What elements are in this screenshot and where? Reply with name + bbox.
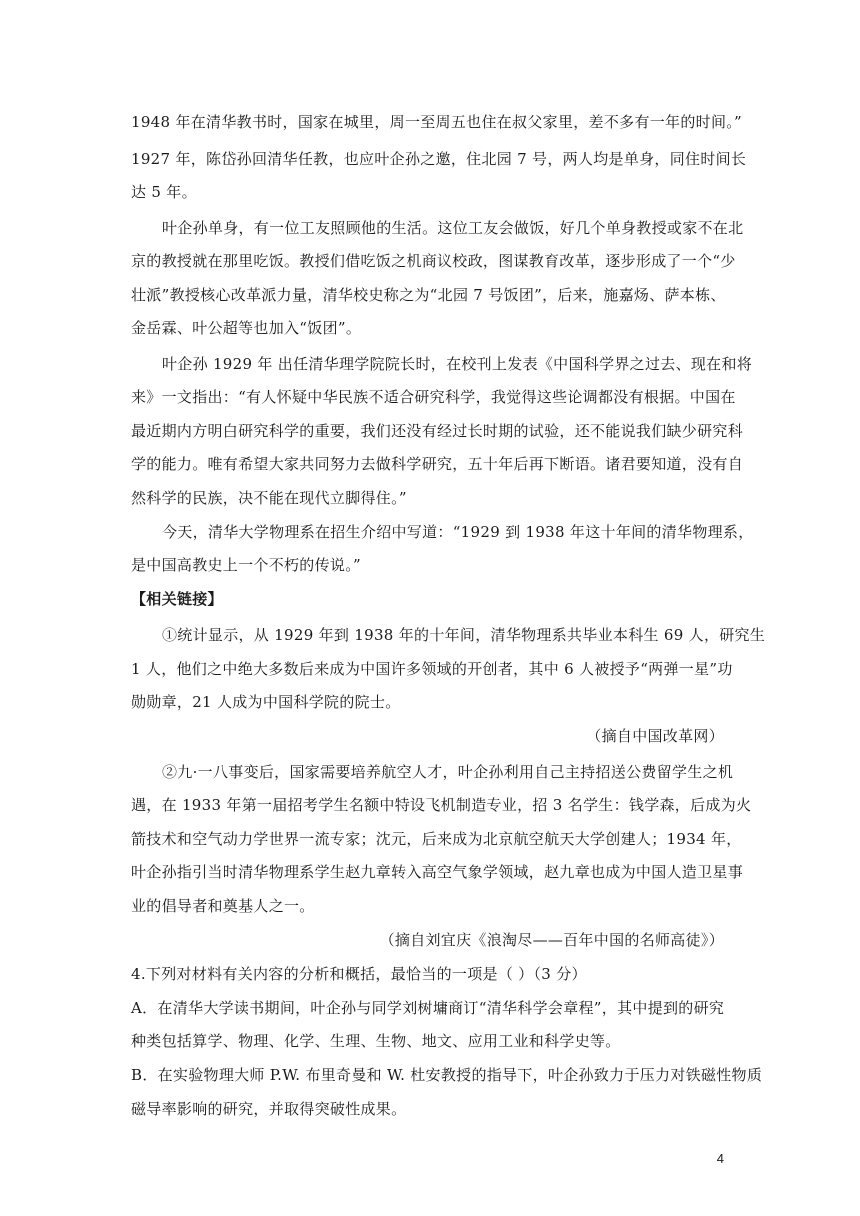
text-line: 达 5 年。: [131, 183, 197, 201]
text-line: 1 人，他们之中绝大多数后来成为中国许多领域的开创者，其中 6 人被授予“两弹一星”功: [131, 660, 733, 678]
text-line: 是中国高教史上一个不朽的传说。”: [131, 556, 361, 574]
source-citation: （摘自刘宜庆《浪淘尽——百年中国的名师高徒》）: [379, 931, 724, 949]
text-line: 最近期内方明白研究科学的重要，我们还没有经过长时期的试验，还不能说我们缺少研究科: [131, 422, 744, 440]
source-citation: （摘自中国改革网）: [586, 727, 724, 745]
option-b: B．在实验物理大师 P.W. 布里奇曼和 W. 杜安教授的指导下，叶企孙致力于压力对铁磁性物质: [131, 1066, 763, 1084]
text-line: 1927 年，陈岱孙回清华任教，也应叶企孙之邀，住北园 7 号，两人均是单身，同住时间长: [131, 150, 747, 168]
text-line: 来》一文指出：“有人怀疑中华民族不适合研究科学，我觉得这些论调都没有根据。中国在: [131, 388, 736, 406]
text-line: 1948 年在清华教书时，国家在城里，周一至周五也住在叔父家里，差不多有一年的时间。”: [131, 113, 743, 131]
text-line: 叶企孙单身，有一位工友照顾他的生活。这位工友会做饭，好几个单身教授或家不在北: [162, 219, 744, 237]
section-heading: 【相关链接】: [131, 590, 223, 608]
text-line: 壮派”教授核心改革派力量，清华校史称之为“北园 7 号饭团”，后来，施嘉炀、萨本栋、: [131, 286, 726, 304]
page-number: 4: [716, 1151, 724, 1166]
text-line: 业的倡导者和奠基人之一。: [131, 897, 315, 915]
text-line: 金岳霖、叶公超等也加入“饭团”。: [131, 319, 362, 337]
text-line: 然科学的民族，决不能在现代立脚得住。”: [131, 489, 407, 507]
text-line: ①统计显示，从 1929 年到 1938 年的十年间，清华物理系共毕业本科生 69 人，研究生: [162, 626, 766, 644]
question-stem: 4.下列对材料有关内容的分析和概括，最恰当的一项是（ ）（3 分）: [131, 965, 587, 983]
text-line: 叶企孙 1929 年 出任清华理学院院长时，在校刊上发表《中国科学界之过去、现在和将: [162, 355, 753, 373]
option-b-cont: 磁导率影响的研究，并取得突破性成果。: [131, 1100, 407, 1118]
text-line: 箭技术和空气动力学世界一流专家；沈元，后来成为北京航空航天大学创建人；1934 年，: [131, 830, 742, 848]
text-line: 勋勋章，21 人成为中国科学院的院士。: [131, 693, 401, 711]
option-a: A．在清华大学读书期间，叶企孙与同学刘树墉商订“清华科学会章程”，其中提到的研究: [131, 999, 725, 1017]
text-line: 遇，在 1933 年第一届招考学生名额中特设飞机制造专业，招 3 名学生：钱学森，后成为火: [131, 796, 752, 814]
text-line: 学的能力。唯有希望大家共同努力去做科学研究，五十年后再下断语。诸君要知道，没有自: [131, 455, 744, 473]
text-line: 叶企孙指引当时清华物理系学生赵九章转入高空气象学领域，赵九章也成为中国人造卫星事: [131, 863, 744, 881]
text-line: 今天，清华大学物理系在招生介绍中写道：“1929 到 1938 年这十年间的清华物理系，: [162, 523, 754, 541]
text-line: ②九·一八事变后，国家需要培养航空人才，叶企孙利用自己主持招送公费留学生之机: [162, 763, 734, 781]
text-line: 京的教授就在那里吃饭。教授们借吃饭之机商议校政，图谋教育改革，逐步形成了一个“少: [131, 252, 736, 270]
option-a-cont: 种类包括算学、物理、化学、生理、生物、地文、应用工业和科学史等。: [131, 1032, 621, 1050]
